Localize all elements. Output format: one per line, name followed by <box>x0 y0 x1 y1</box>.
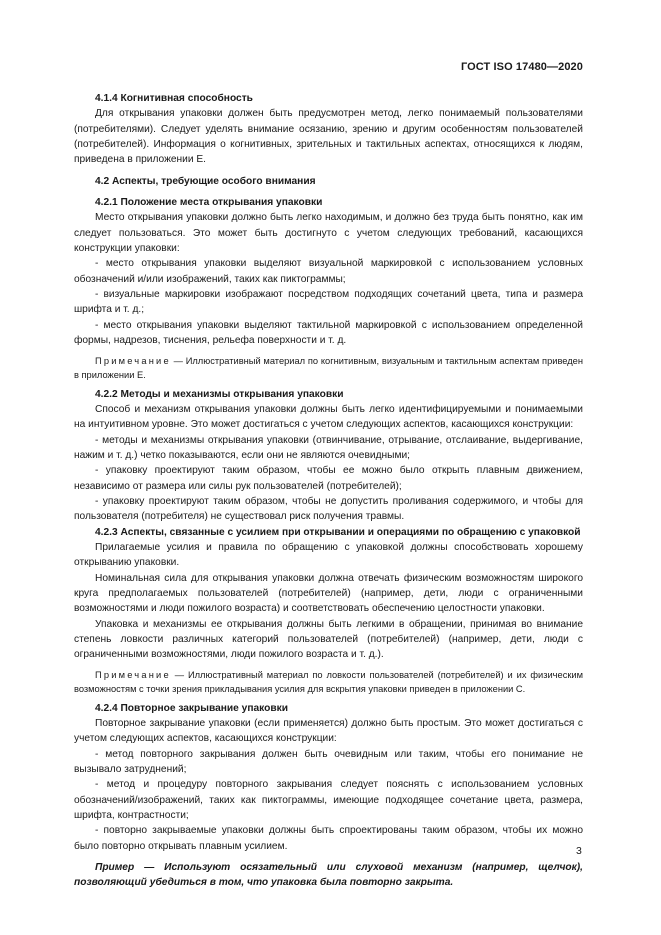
page-number: 3 <box>576 845 582 857</box>
note-label: Примечание <box>95 355 171 366</box>
list-item: - упаковку проектируют таким образом, чтобы ее можно было открыть плавным движением, независимо от размера или силы рук пользователей (потребителей); <box>74 465 583 492</box>
section-4-2-1-title: 4.2.1 Положение места открывания упаковки <box>95 197 323 209</box>
document-header-code: ГОСТ ISO 17480—2020 <box>460 61 583 73</box>
list-item: - место открывания упаковки выделяют тактильной маркировкой с использованием определенной формы, надрезов, тиснения, рельефа поверхности и т. д. <box>74 319 583 347</box>
list-item: - визуальные маркировки изображают посредством подходящих сочетаний цвета, типа и размера шрифта и т. д.; <box>74 289 583 316</box>
section-4-2-2-title: 4.2.2 Методы и механизмы открывания упаковки <box>95 388 344 400</box>
list-item: - метод повторного закрывания должен быть очевидным или таким, чтобы его понимание не вызывало затруднений; <box>74 748 583 776</box>
list-item: - метод и процедуру повторного закрывания следует пояснять с использованием условных обозначений/изображений, таких как пиктограммы, имеющие подходящее сочетание цвета, размера, шрифта, контрастности; <box>74 779 583 822</box>
list-item: - методы и механизмы открывания упаковки (отвинчивание, отрывание, отслаивание, выдергивание, нажим и т. д.) четко показываются, если они не являются очевидными; <box>74 434 583 461</box>
section-4-2-2-paragraph: Способ и механизм открывания упаковки должны быть легко идентифицируемыми и понимаемыми на интуитивном уровне. Это может достигаться с учетом следующих аспектов, касающихся конструкции: <box>74 403 583 431</box>
list-item: - повторно закрываемые упаковки должны быть спроектированы таким образом, чтобы их можно было повторно открывать плавным усилием. <box>74 825 583 852</box>
section-4-2-3-paragraph-1: Прилагаемые усилия и правила по обращению с упаковкой должны способствовать хорошему открыванию упаковки. <box>74 541 583 569</box>
section-4-1-4-title: 4.1.4 Когнитивная способность <box>95 93 253 104</box>
list-item: - место открывания упаковки выделяют визуальной маркировкой с использованием условных обозначений и/или изображений, таких как пиктограммы; <box>74 258 583 285</box>
section-4-2-4-paragraph: Повторное закрывание упаковки (если применяется) должно быть простым. Это может достигаться с учетом следующих аспектов, касающихся конструкции: <box>74 718 583 745</box>
note-4-2-3 <box>74 668 583 696</box>
section-4-2-4-title: 4.2.4 Повторное закрывание упаковки <box>95 702 288 714</box>
note-text: — Иллюстративный материал по когнитивным, визуальным и тактильным аспектам приведен в приложении Е. <box>74 355 583 380</box>
section-4-2-3-paragraph-2: Номинальная сила для открывания упаковки должна отвечать физическим возможностям широкого круга предполагаемых пользователей (потребителей) (например, дети, люди с ограниченными возможностями и люди пожилого возраста) и соответствовать обеспечению целостности упаковки. <box>74 572 583 615</box>
section-4-2-3-paragraph-3: Упаковка и механизмы ее открывания должны быть легкими в обращении, принимая во внимание степень ловкости различных категорий пользователей (потребителей) (например, дети, люди с ограниченными возможностями, люди пожилого возраста и т. д.). <box>74 618 583 661</box>
section-4-2-1-paragraph: Место открывания упаковки должно быть легко находимым, и должно без труда быть понятно, как им следует пользоваться. Это может быть достигнуто с учетом следующих требований, касающихся конструкции упаковки: <box>74 212 583 255</box>
note-label: Примечание <box>95 669 171 680</box>
section-4-2-3-title: 4.2.3 Аспекты, связанные с усилием при открывании и операциями по обращению с упаковкой <box>95 526 581 538</box>
note-text: — Иллюстративный материал по ловкости пользователей (потребителей) и их физическим возможностям с точки зрения прикладывания усилия для вскрытия упаковки приведен в приложении С. <box>74 669 583 694</box>
example-4-2-4: Пример — Используют осязательный или слуховой механизм (например, щелчок), позволяющий убедиться в том, что упаковка была повторно закрыта. <box>74 862 583 889</box>
section-4-2-title: 4.2 Аспекты, требующие особого внимания <box>95 175 316 187</box>
page-content <box>74 91 583 891</box>
list-item: - упаковку проектируют таким образом, чтобы не допустить проливания содержимого, и чтобы для пользователя (потребителя) не существовал риск получения травмы. <box>74 495 583 523</box>
note-4-2-1 <box>74 354 583 382</box>
section-4-1-4-paragraph: Для открывания упаковки должен быть предусмотрен метод, легко понимаемый пользователями (потребителями). Следует уделять внимание осязанию, зрению и другим особенностям пользователей (потребителей). Информация о когнитивных, зрительных и тактильных аспектах, относящихся к людям, приведена в приложении Е. <box>74 108 583 166</box>
